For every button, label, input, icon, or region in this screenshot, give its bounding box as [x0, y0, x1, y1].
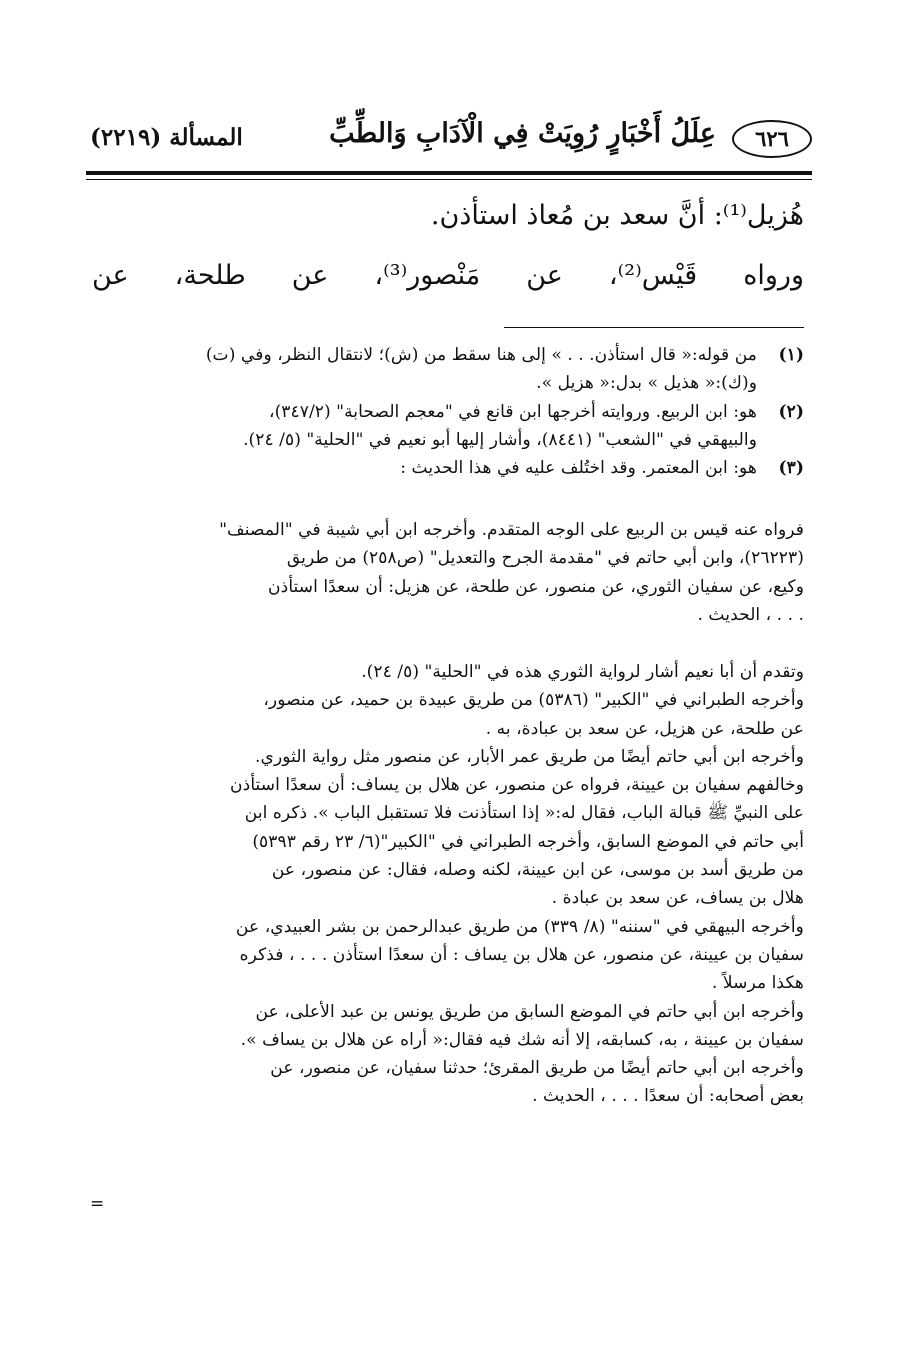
footnote-line: هلال بن يساف، عن سعد بن عبادة .	[551, 888, 804, 909]
footnote-line: وأخرجه البيهقي في "سننه" (٨/ ٣٣٩) من طريق عبدالرحمن بن بشر العبيدي، عن	[235, 916, 804, 937]
footnote-line: وكيع، عن سفيان الثوري، عن منصور، عن طلحة، عن هزيل: أن سعدًا استأذن	[268, 576, 804, 597]
main-text-line: ورواه قَيْس⁽²⁾، عن مَنْصور⁽³⁾، عن طلحة، عن	[92, 260, 804, 291]
main-text-line: هُزيل⁽¹⁾: أنَّ سعد بن مُعاذ استأذن.	[430, 200, 804, 231]
footnote-line: هو: ابن الربيع. وروايته أخرجها ابن قانع في "معجم الصحابة" (٣٤٧/٢)،	[269, 401, 757, 422]
footnote-line: (٢٦٢٢٣)، وابن أبي حاتم في "مقدمة الجرح والتعديل" (ص٢٥٨) من طريق	[286, 548, 804, 569]
footnote-line: من طريق أسد بن موسى، عن ابن عيينة، لكنه وصله، فقال: عن منصور، عن	[271, 860, 804, 881]
footnote-line: وأخرجه ابن أبي حاتم في الموضع السابق من طريق يونس بن عبد الأعلى، عن	[255, 1001, 804, 1022]
footnotes	[92, 341, 804, 482]
book-title: عِلَلُ أَخْبَارٍ رُوِيَتْ فِي الْآدَابِ وَالطِّبِّ	[329, 118, 716, 149]
page-number: ٦٢٦	[732, 120, 812, 158]
footnote-line: عن طلحة، عن هزيل، عن سعد بن عبادة، به .	[485, 718, 804, 739]
footnote-line: وتقدم أن أبا نعيم أشار لرواية الثوري هذه في "الحلية" (٥/ ٢٤).	[361, 662, 804, 682]
footnote-line: بعض أصحابه: أن سعدًا . . . ، الحديث .	[532, 1086, 804, 1107]
footnote-3-continuation	[92, 516, 804, 629]
footnote-line: أبي حاتم في الموضع السابق، وأخرجه الطبراني في "الكبير"(٦/ ٢٣ رقم ٥٣٩٣)	[252, 831, 804, 852]
footnote-number: (١)	[778, 345, 804, 365]
footnote-line: وأخرجه الطبراني في "الكبير" (٥٣٨٦) من طريق عبيدة بن حميد، عن منصور،	[263, 690, 804, 711]
footnote-line: وأخرجه ابن أبي حاتم أيضًا من طريق عمر الأبار، عن منصور مثل رواية الثوري.	[255, 746, 804, 767]
footnote-line: والبيهقي في "الشعب" (٨٤٤١)، وأشار إليها أبو نعيم في "الحلية" (٥/ ٢٤).	[243, 429, 757, 450]
header-rule-thin	[86, 179, 812, 180]
footnote-number: (٢)	[778, 401, 804, 422]
issue-label: المسألة (٢٢١٩)	[90, 124, 243, 151]
footnote-line: سفيان بن عيينة، عن منصور، عن هلال بن يساف : أن سعدًا استأذن . . . ، فذكره	[239, 944, 804, 965]
footnote-separator	[504, 327, 804, 328]
footnote-1	[92, 341, 804, 398]
footnote-line: وأخرجه ابن أبي حاتم أيضًا من طريق المقرئ؛ حدثنا سفيان، عن منصور، عن	[270, 1058, 804, 1079]
footnote-number: (٣)	[778, 458, 804, 479]
header-rule	[86, 171, 812, 175]
running-header	[86, 112, 812, 164]
footnote-line: فرواه عنه قيس بن الربيع على الوجه المتقدم. وأخرجه ابن أبي شيبة في "المصنف"	[219, 520, 804, 540]
main-text	[92, 190, 804, 302]
footnote-line: و(ك):« هذيل » بدل:« هزيل ».	[536, 373, 757, 394]
footnote-line: على النبيِّ ﷺ قبالة الباب، فقال له:« إذا استأذنت فلا تستقبل الباب ». ذكره ابن	[244, 803, 804, 824]
footnote-2	[92, 398, 804, 455]
footnote-line: هكذا مرسلاً .	[711, 973, 804, 994]
footnote-line: سفيان بن عيينة ، به، كسابقه، إلا أنه شك فيه فقال:« أراه عن هلال بن يساف ».	[240, 1029, 804, 1050]
footnote-line: وخالفهم سفيان بن عيينة، فرواه عن منصور، عن هلال بن يساف: أن سعدًا استأذن	[230, 775, 804, 796]
footnote-line: . . . ، الحديث .	[697, 604, 804, 625]
footnote-3	[92, 454, 804, 482]
continuation-mark: =	[90, 1194, 105, 1214]
footnote-line: من قوله:« قال استأذن. . . » إلى هنا سقط من (ش)؛ لانتقال النظر، وفي (ت)	[205, 345, 757, 365]
footnote-3-body	[92, 658, 804, 1111]
footnote-line: هو: ابن المعتمر. وقد اختُلف عليه في هذا الحديث :	[400, 458, 757, 479]
